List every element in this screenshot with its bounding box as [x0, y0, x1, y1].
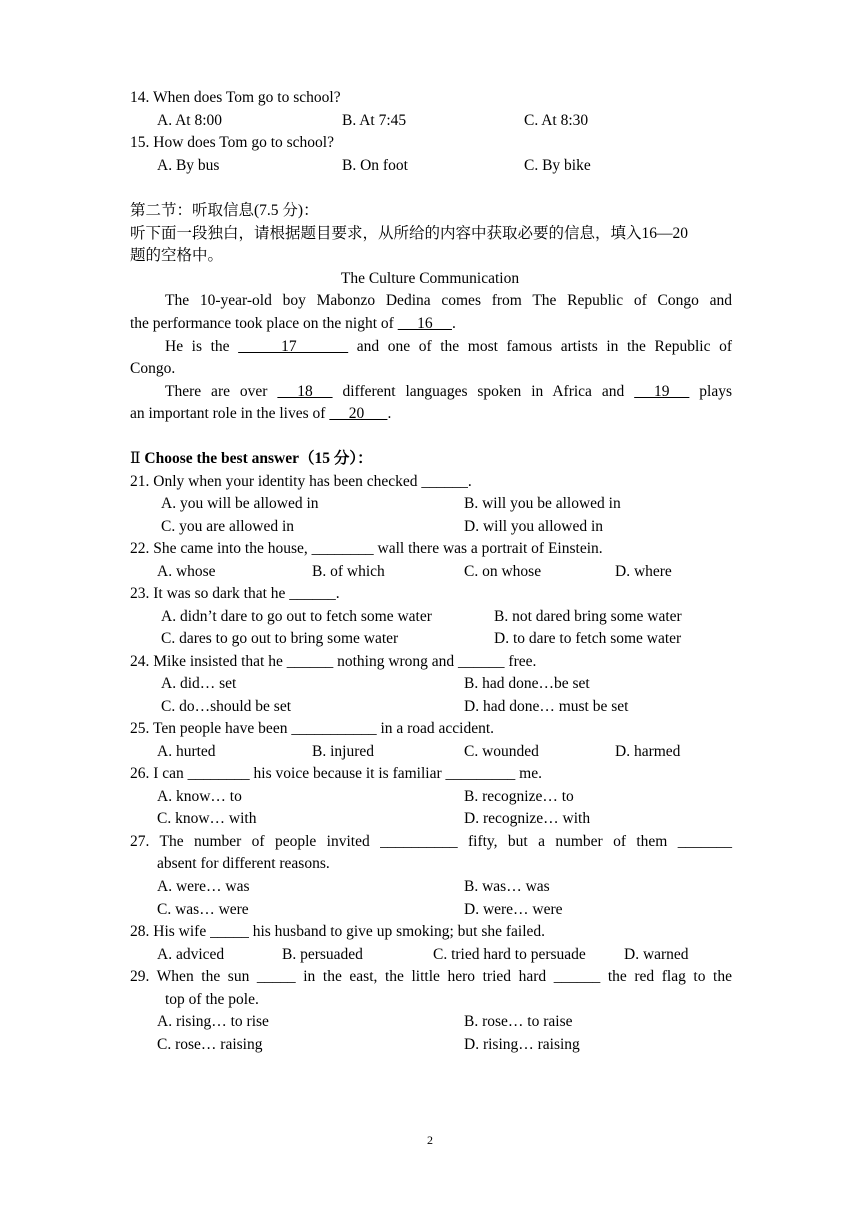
question-22-option-c: C. on whose	[464, 563, 542, 580]
passage-p2-line1	[130, 337, 732, 357]
question-27-stem: 27. The number of people invited __________ fifty, but a number of them _______	[130, 833, 732, 850]
passage-title: The Culture Communication	[340, 270, 520, 287]
passage-text: He is the	[165, 338, 239, 355]
blank-18: 18	[277, 383, 333, 400]
question-24-stem: 24. Mike insisted that he ______ nothing wrong and ______ free.	[130, 653, 537, 670]
page-number: 2	[427, 1133, 433, 1147]
question-15-option-b: B. On foot	[342, 157, 408, 174]
question-22-option-b: B. of which	[312, 563, 385, 580]
question-14-option-c: C. At 8:30	[524, 112, 589, 129]
passage-text: .	[387, 405, 392, 422]
question-26-option-a: A. know… to	[157, 788, 242, 805]
question-21-option-d: D. will you allowed in	[464, 518, 604, 535]
question-14-option-a: A. At 8:00	[157, 112, 223, 129]
question-29-stem: 29. When the sun _____ in the east, the little hero tried hard ______ the red flag to the	[130, 968, 732, 985]
question-27-stem-continued: absent for different reasons.	[157, 855, 330, 872]
passage-p3-line1	[130, 382, 732, 402]
question-26-option-d: D. recognize… with	[464, 810, 591, 827]
question-15-option-c: C. By bike	[524, 157, 591, 174]
passage-text: and one of the most famous artists in the Republic of	[348, 338, 732, 355]
question-25-option-b: B. injured	[312, 743, 374, 760]
question-29-option-d: D. rising… raising	[464, 1036, 580, 1053]
blank-17: 17	[238, 338, 349, 355]
passage-text: There are over	[165, 383, 278, 400]
question-29-stem-continued: top of the pole.	[165, 991, 259, 1008]
question-25-option-d: D. harmed	[615, 743, 681, 760]
question-28-option-d: D. warned	[624, 946, 689, 963]
question-25-option-c: C. wounded	[464, 743, 539, 760]
question-24-option-b: B. had done…be set	[464, 675, 590, 692]
question-27-option-b: B. was… was	[464, 878, 550, 895]
question-26-stem: 26. I can ________ his voice because it is familiar _________ me.	[130, 765, 542, 782]
question-21-stem: 21. Only when your identity has been checked ______.	[130, 473, 472, 490]
part-2-heading	[130, 449, 373, 469]
passage-text: different languages spoken in Africa and	[332, 383, 635, 400]
question-26-option-b: B. recognize… to	[464, 788, 574, 805]
question-29-option-c: C. rose… raising	[157, 1036, 263, 1053]
section-heading: 第二节：听取信息(7.5 分)：	[130, 202, 319, 219]
question-23-option-d: D. to dare to fetch some water	[494, 630, 682, 647]
question-24-option-a: A. did… set	[161, 675, 237, 692]
blank-19: 19	[634, 383, 690, 400]
question-24-option-c: C. do…should be set	[161, 698, 292, 715]
question-25-option-a: A. hurted	[157, 743, 216, 760]
question-22-option-d: D. where	[615, 563, 672, 580]
section-instruction-line2: 题的空格中。	[130, 247, 224, 264]
blank-16: 16	[397, 315, 452, 332]
question-28-option-c: C. tried hard to persuade	[433, 946, 586, 963]
question-21-option-a: A. you will be allowed in	[161, 495, 319, 512]
passage-text: .	[451, 315, 456, 332]
question-28-option-b: B. persuaded	[282, 946, 363, 963]
passage-text: plays	[689, 383, 733, 400]
question-27-option-c: C. was… were	[157, 901, 249, 918]
question-15-stem: 15. How does Tom go to school?	[130, 134, 334, 151]
roman-numeral: Ⅱ	[130, 450, 141, 467]
part-2-heading-text: Choose the best answer（15 分）：	[144, 450, 373, 467]
question-21-option-b: B. will you be allowed in	[464, 495, 621, 512]
question-22-stem: 22. She came into the house, ________ wall there was a portrait of Einstein.	[130, 540, 603, 557]
section-instruction-line1: 听下面一段独白，请根据题目要求，从所给的内容中获取必要的信息，填入16—20	[130, 225, 689, 242]
passage-p3-line2	[130, 404, 391, 424]
question-22-option-a: A. whose	[157, 563, 216, 580]
passage-text: the performance took place on the night of	[130, 315, 398, 332]
question-26-option-c: C. know… with	[157, 810, 257, 827]
question-29-option-b: B. rose… to raise	[464, 1013, 573, 1030]
question-28-option-a: A. adviced	[157, 946, 225, 963]
passage-p1-line1: The 10-year-old boy Mabonzo Dedina comes from The Republic of Congo and	[165, 292, 732, 309]
question-15-option-a: A. By bus	[157, 157, 220, 174]
question-23-option-b: B. not dared bring some water	[494, 608, 682, 625]
question-27-option-d: D. were… were	[464, 901, 563, 918]
passage-p2-line2: Congo.	[130, 360, 176, 377]
question-27-option-a: A. were… was	[157, 878, 250, 895]
question-29-option-a: A. rising… to rise	[157, 1013, 269, 1030]
question-23-stem: 23. It was so dark that he ______.	[130, 585, 340, 602]
question-28-stem: 28. His wife _____ his husband to give up smoking; but she failed.	[130, 923, 546, 940]
question-14-option-b: B. At 7:45	[342, 112, 407, 129]
passage-p1-line2	[130, 314, 456, 334]
blank-20: 20	[329, 405, 388, 422]
question-23-option-c: C. dares to go out to bring some water	[161, 630, 399, 647]
question-21-option-c: C. you are allowed in	[161, 518, 295, 535]
question-24-option-d: D. had done… must be set	[464, 698, 629, 715]
question-14-stem: 14. When does Tom go to school?	[130, 89, 341, 106]
question-25-stem: 25. Ten people have been ___________ in a road accident.	[130, 720, 495, 737]
question-23-option-a: A. didn’t dare to go out to fetch some water	[161, 608, 432, 625]
passage-text: an important role in the lives of	[130, 405, 330, 422]
